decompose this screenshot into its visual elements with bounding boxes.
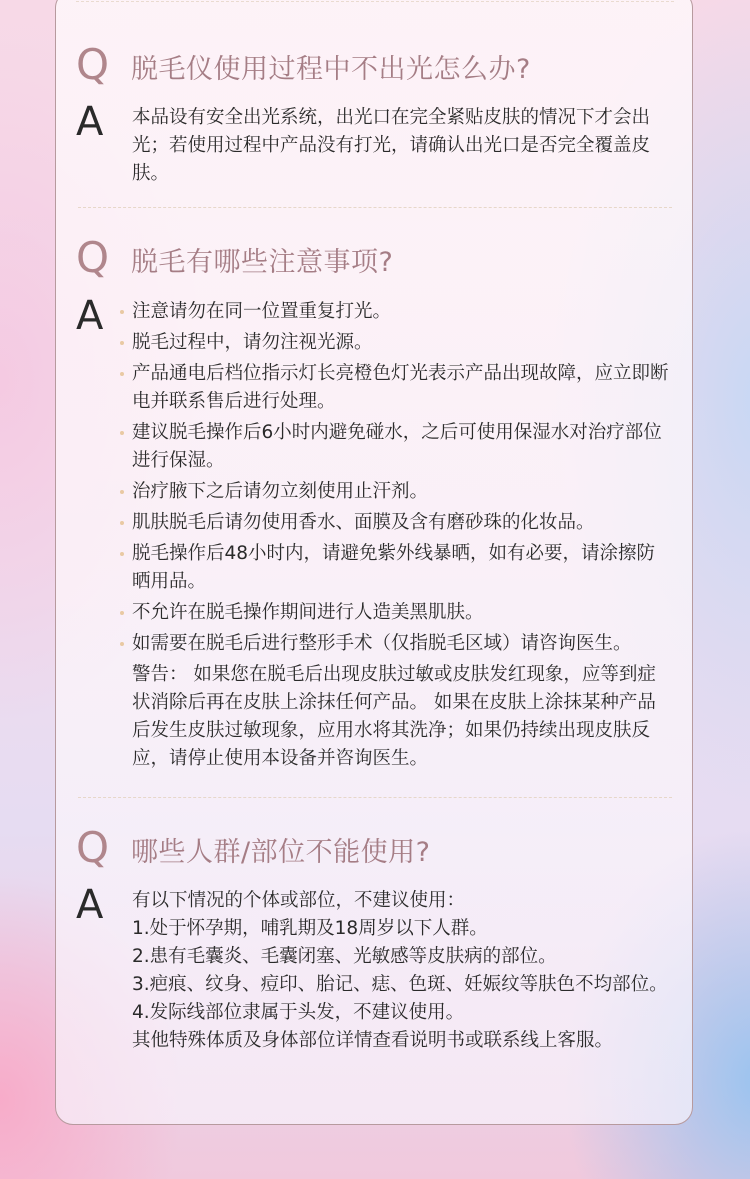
question-text: 哪些人群/部位不能使用? (131, 837, 431, 868)
notice-list (132, 298, 672, 658)
warning-text: 警告： 如果您在脱毛后出现皮肤过敏或皮肤发红现象，应等到症状消除后再在皮肤上涂抹任何产品。 如果在皮肤上涂抹某种产品后发生皮肤过敏现象，应用水将其洗净；如果仍持续出现皮肤反应，请停止使用本设备并咨询医生。 (132, 664, 656, 769)
answer-line: 有以下情况的个体或部位，不建议使用： (132, 890, 466, 911)
answer-line: 2.患有毛囊炎、毛囊闭塞、光敏感等皮肤病的部位。 (132, 946, 557, 967)
question-text: 脱毛仪使用过程中不出光怎么办? (131, 54, 531, 85)
faq-card (55, 0, 693, 1125)
question-text: 脱毛有哪些注意事项? (131, 247, 394, 278)
answer-line: 4.发际线部位隶属于头发，不建议使用。 (132, 1002, 465, 1023)
list-item: 脱毛操作后48小时内，请避免紫外线暴晒，如有必要，请涂擦防晒用品。 (132, 540, 672, 596)
answer-line: 其他特殊体质及身体部位详情查看说明书或联系线上客服。 (132, 1030, 614, 1051)
a-marker: A (76, 99, 104, 145)
answer-line: 1.处于怀孕期，哺乳期及18周岁以下人群。 (132, 918, 488, 939)
list-item: 产品通电后档位指示灯长亮橙色灯光表示产品出现故障，应立即断电并联系售后进行处理。 (132, 360, 672, 416)
answer-text: 本品设有安全出光系统，出光口在完全紧贴皮肤的情况下才会出光；若使用过程中产品没有打光，请确认出光口是否完全覆盖皮肤。 (132, 107, 651, 184)
a-marker: A (76, 882, 104, 928)
q-marker: Q (76, 233, 110, 282)
list-item: 注意请勿在同一位置重复打光。 (132, 298, 672, 326)
answer-body (132, 887, 672, 1055)
top-divider (76, 1, 674, 2)
list-item: 肌肤脱毛后请勿使用香水、面膜及含有磨砂珠的化妆品。 (132, 509, 672, 537)
q-marker: Q (76, 40, 110, 89)
section-divider (78, 797, 672, 798)
list-item: 脱毛过程中，请勿注视光源。 (132, 329, 672, 357)
list-item: 如需要在脱毛后进行整形手术（仅指脱毛区域）请咨询医生。 (132, 630, 672, 658)
answer-body (132, 104, 672, 188)
list-item: 不允许在脱毛操作期间进行人造美黑肌肤。 (132, 599, 672, 627)
list-item: 建议脱毛操作后6小时内避免碰水，之后可使用保湿水对治疗部位进行保湿。 (132, 419, 672, 475)
section-divider (78, 207, 672, 208)
a-marker: A (76, 293, 104, 339)
list-item: 治疗腋下之后请勿立刻使用止汗剂。 (132, 478, 672, 506)
q-marker: Q (76, 823, 110, 872)
answer-line: 3.疤痕、纹身、痘印、胎记、痣、色斑、妊娠纹等肤色不均部位。 (132, 974, 668, 995)
answer-body (132, 298, 672, 773)
